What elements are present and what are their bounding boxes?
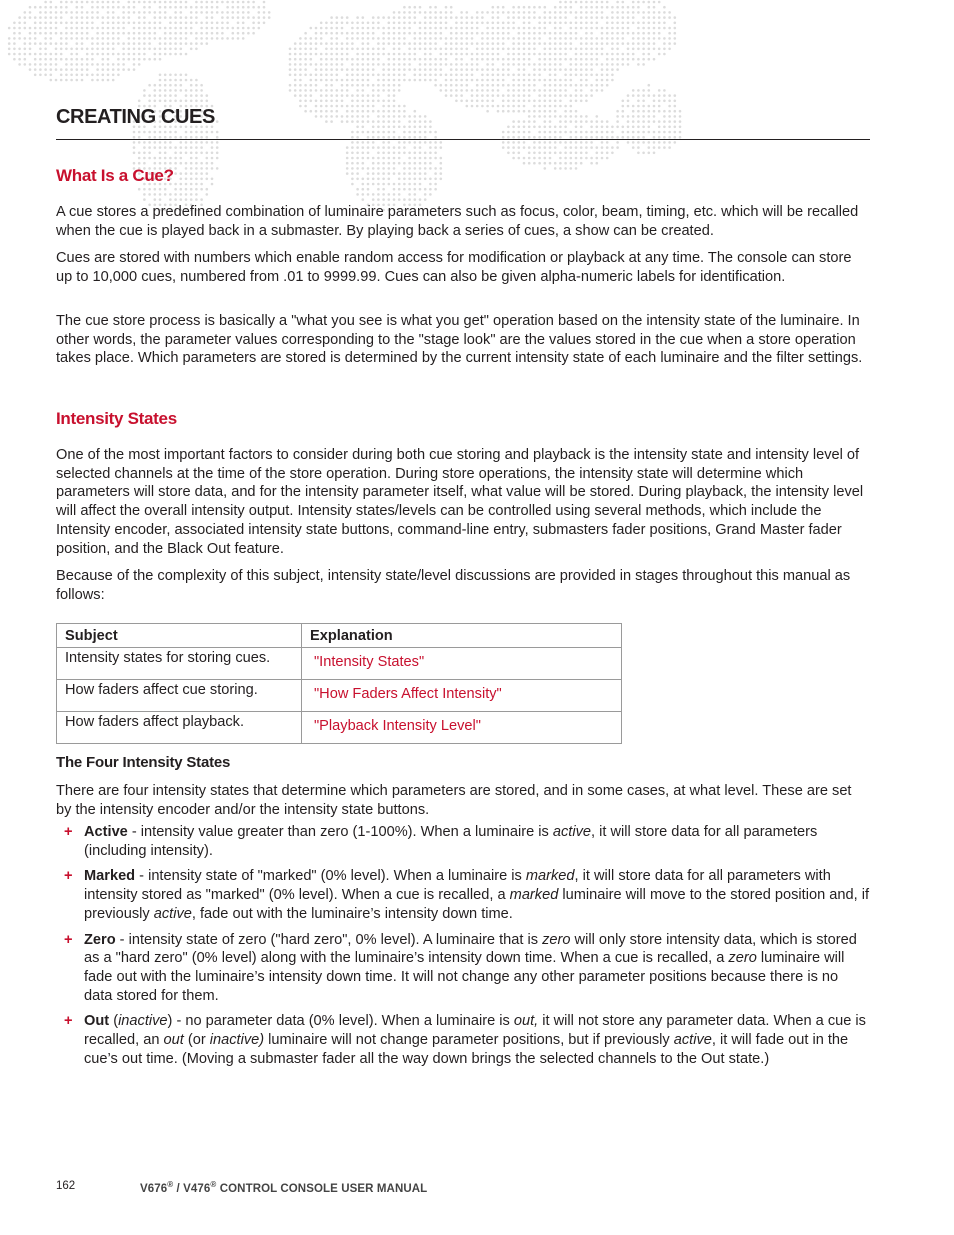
table-header: Subject <box>57 624 302 648</box>
subsection-title-four-states: The Four Intensity States <box>56 754 231 771</box>
section-title-what-is-cue: What Is a Cue? <box>56 166 174 185</box>
state-text: - intensity state of zero ("hard zero", 0% level). A luminaire that is <box>115 931 543 948</box>
state-text: ) - no parameter data (0% level). When a luminaire is <box>167 1013 514 1030</box>
bullet-plus-icon: + <box>64 824 73 840</box>
model-b: V476 <box>183 1182 211 1195</box>
intensity-state-item <box>56 1012 870 1068</box>
intensity-states-list <box>56 823 870 1075</box>
table-row <box>57 712 622 744</box>
manual-title-text: CONTROL CONSOLE USER MANUAL <box>216 1182 428 1195</box>
registered-mark: ® <box>210 1180 217 1189</box>
table-header: Explanation <box>302 624 622 648</box>
state-text: active <box>153 905 192 922</box>
bullet-plus-icon: + <box>64 931 73 948</box>
registered-mark: ® <box>167 1180 174 1189</box>
paragraph: A cue stores a predefined combination of luminaire parameters such as focus, color, beam, timing, etc. which will be recalled when the cue is played back in a submaster. By playing back a series of cues, a show can be created. <box>56 204 859 239</box>
state-text: , it will store data for all parameters with intensity stored as "marked" (0% level). When a cue is recalled, a <box>84 868 831 904</box>
title-separator: / <box>173 1182 184 1195</box>
state-name: Marked <box>84 868 136 885</box>
paragraph: There are four intensity states that determine which parameters are stored, and in some cases, at what level. These are set by the intensity encoder and/or the intensity state buttons. <box>56 783 852 818</box>
cross-reference-link[interactable]: "How Faders Affect Intensity" <box>314 686 502 702</box>
state-text: (or <box>183 1032 210 1049</box>
state-text: luminaire will fade out with the luminaire’s intensity down time. It will not change any other parameter positions because there is no data stored for them. <box>84 950 845 1004</box>
state-text: ( <box>109 1013 119 1030</box>
state-text: - intensity value greater than zero (1-100%). When a luminaire is <box>127 824 553 840</box>
state-text: out, <box>513 1013 539 1030</box>
state-text: , fade out with the luminaire’s intensity down time. <box>191 905 513 922</box>
table-cell-subject: How faders affect cue storing. <box>57 680 302 712</box>
paragraph: One of the most important factors to consider during both cue storing and playback is the intensity state and intensity level of selected channels at the time of the store operation. During store operations, the intensity state will determine which parameters will store data, and for the intensity parameter itself, what value will be stored. During playback, the intensity level will affect the overall intensity output. Intensity states/levels can be controlled using several methods, which include the Intensity encoder, associated intensity state buttons, command-line entry, submasters fader positions, Grand Master fader position, and the Black Out feature. <box>56 447 864 557</box>
intensity-state-item <box>56 867 870 923</box>
bullet-plus-icon: + <box>64 1013 73 1030</box>
reference-table <box>56 623 622 744</box>
table-cell-subject: Intensity states for storing cues. <box>57 648 302 680</box>
cross-reference-link[interactable]: "Playback Intensity Level" <box>314 718 481 734</box>
state-text: will only store intensity data, which is stored as a "hard zero" (0% level) along with the luminaire’s intensity down time. When a cue is recalled, a <box>84 931 857 967</box>
table-row <box>57 680 622 712</box>
manual-title <box>140 1180 427 1195</box>
state-name: Out <box>84 1013 110 1030</box>
state-text: inactive) <box>209 1032 265 1049</box>
state-text: luminaire will not change parameter positions, but if previously <box>264 1032 674 1049</box>
page-number: 162 <box>56 1180 76 1192</box>
bullet-plus-icon: + <box>64 868 73 885</box>
table-cell-explanation <box>302 648 622 680</box>
state-text: it will not store any parameter data. When a cue is recalled, an <box>84 1013 866 1049</box>
state-text: , it will fade out in the cue’s out time. (Moving a submaster fader all the way down brings the selected channels to the Out state.) <box>84 1032 849 1067</box>
state-text: active <box>552 824 591 840</box>
intensity-state-item <box>56 931 870 1006</box>
table-cell-explanation <box>302 680 622 712</box>
paragraph: Cues are stored with numbers which enable random access for modification or playback at any time. The console can store up to 10,000 cues, numbered from .01 to 9999.99. Cues can also be given alpha-numeric labels for identification. <box>56 250 852 285</box>
state-text: - intensity state of "marked" (0% level). When a luminaire is <box>135 868 526 885</box>
section-title-intensity-states: Intensity States <box>56 409 177 428</box>
state-text: marked <box>509 887 559 904</box>
state-text: , it will store data for all parameters (including intensity). <box>84 824 818 859</box>
state-name: Active <box>84 824 128 840</box>
page-title: CREATING CUES <box>56 106 215 128</box>
paragraph: Because of the complexity of this subject, intensity state/level discussions are provided in stages throughout this manual as follows: <box>56 568 851 603</box>
page-footer <box>56 1180 428 1195</box>
state-text: luminaire will move to the stored position and, if previously <box>84 887 870 922</box>
table-cell-subject: How faders affect playback. <box>57 712 302 744</box>
table-row <box>57 648 622 680</box>
table-header-row <box>57 624 622 648</box>
state-text: zero <box>728 950 757 967</box>
model-a: V676 <box>140 1182 168 1195</box>
state-name: Zero <box>84 931 116 948</box>
paragraph: The cue store process is basically a "what you see is what you get" operation based on the intensity state of the luminaire. In other words, the parameter values corresponding to the "stage look" are the values stored in the cue when a store operation takes place. Which parameters are stored is determined by the current intensity state of each luminaire and the filter settings. <box>56 313 863 367</box>
state-text: marked <box>525 868 575 885</box>
cross-reference-link[interactable]: "Intensity States" <box>314 654 425 670</box>
state-text: zero <box>542 931 571 948</box>
state-text: active <box>673 1032 712 1049</box>
title-divider <box>56 139 870 140</box>
state-text: out <box>163 1032 184 1049</box>
intensity-state-item <box>56 823 870 860</box>
state-text: inactive <box>118 1013 168 1030</box>
table-cell-explanation <box>302 712 622 744</box>
